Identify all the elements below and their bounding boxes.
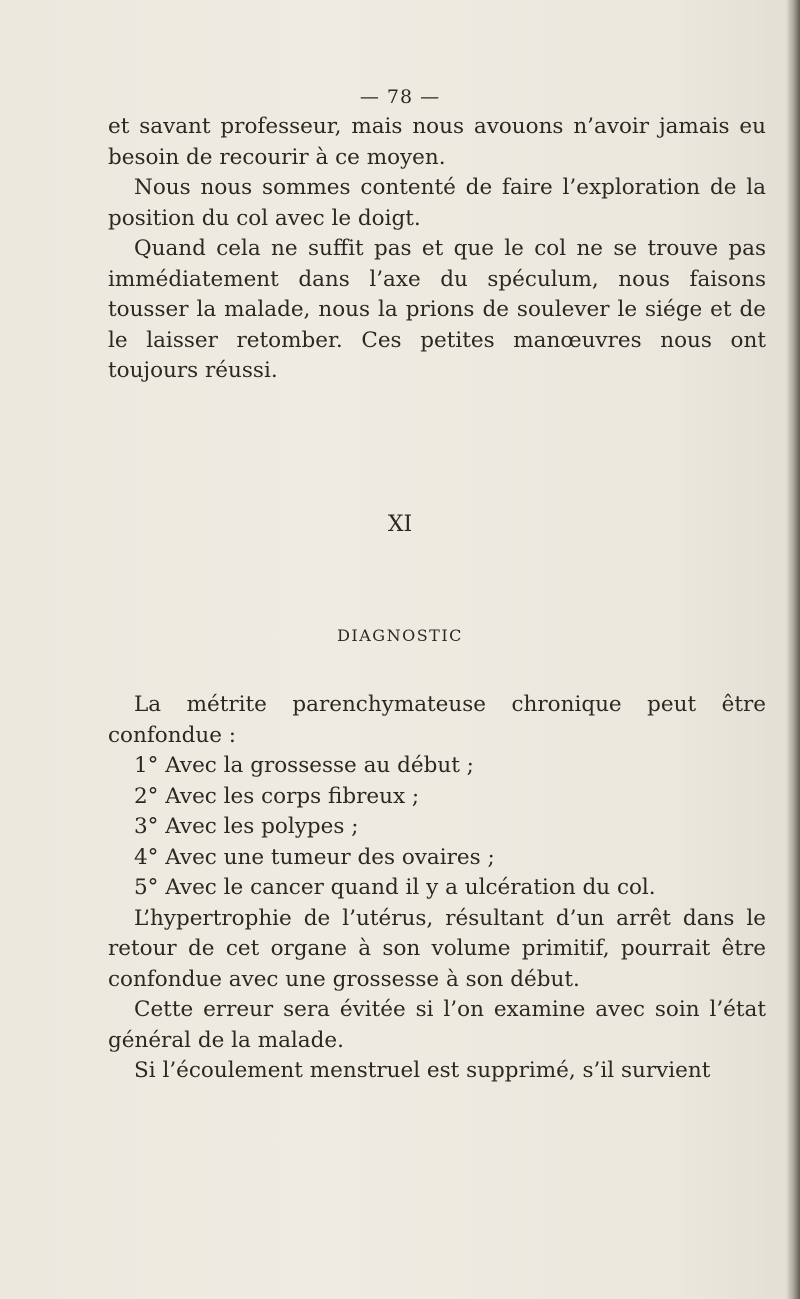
chapter-number: XI <box>387 512 413 537</box>
paragraph: La métrite parenchymateuse chronique peut être confondue : <box>108 692 766 748</box>
bottom-text-block <box>108 690 766 1087</box>
paragraph: Nous nous sommes contenté de faire l’exploration de la position du col avec le doigt. <box>108 175 766 231</box>
paragraph: et savant professeur, mais nous avouons n’avoir jamais eu besoin de recourir à ce moyen. <box>108 114 766 170</box>
paragraph: Si l’écoulement menstruel est supprimé, s’il survient <box>134 1058 711 1083</box>
page-number: — 78 — <box>359 86 441 108</box>
paragraph: Quand cela ne suffit pas et que le col ne se trouve pas immédiatement dans l’axe du spéculum, nous faisons tousser la malade, nous la prions de soulever le siége et de le laisser retomber. Ces petites manœuvres nous ont toujours réussi. <box>108 236 766 383</box>
list-item: 3° Avec les polypes ; <box>134 814 359 839</box>
list-item: 1° Avec la grossesse au début ; <box>134 753 474 778</box>
page-edge-shadow <box>786 0 800 1299</box>
paragraph: L’hypertrophie de l’utérus, résultant d’un arrêt dans le retour de cet organe à son volume primitif, pourrait être confondue avec une grossesse à son début. <box>108 905 766 992</box>
top-text-block <box>108 112 766 387</box>
paragraph: Cette erreur sera évitée si l’on examine avec soin l’état général de la malade. <box>108 997 766 1053</box>
list-item: 4° Avec une tumeur des ovaires ; <box>134 844 495 870</box>
chapter-title: DIAGNOSTIC <box>337 626 463 645</box>
list-item: 5° Avec le cancer quand il y a ulcération du col. <box>134 875 656 900</box>
list-item: 2° Avec les corps fibreux ; <box>134 783 420 809</box>
